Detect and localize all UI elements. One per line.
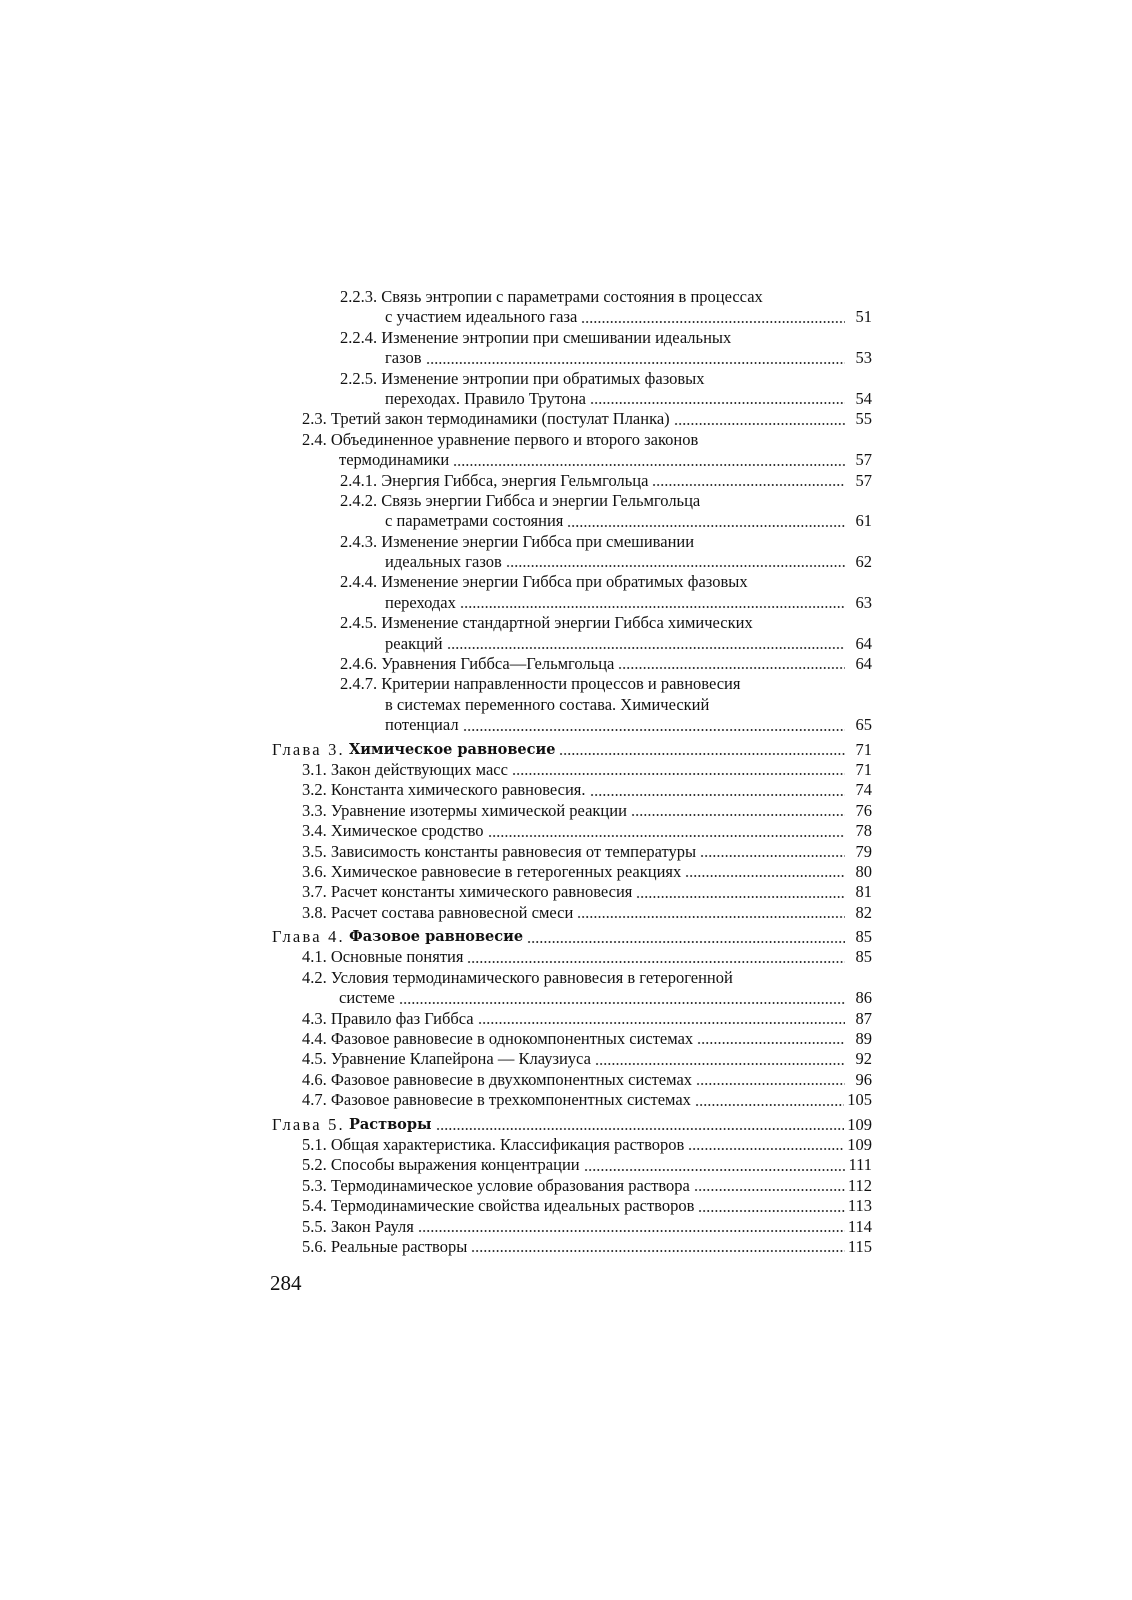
toc-entry (272, 862, 872, 882)
toc-line (272, 1049, 872, 1069)
dot-leader (426, 362, 845, 364)
section-title: Изменение стандартной энергии Гиббса химических (381, 613, 753, 633)
toc-line (272, 1090, 872, 1110)
section-number: 2.4.3. (340, 531, 378, 551)
dot-leader (631, 814, 845, 816)
page-ref: 105 (847, 1090, 872, 1110)
section-title: потенциал (385, 715, 459, 735)
section-title: термодинамики (339, 450, 450, 470)
toc-entry (272, 801, 872, 821)
section-number: 2.4.7. (340, 674, 378, 694)
toc-line (272, 287, 872, 307)
toc-entry (272, 674, 872, 735)
section-title: Реальные растворы (330, 1236, 468, 1256)
section-number: 2.4. (302, 429, 327, 449)
toc-line (272, 715, 872, 735)
section-title: Третий закон термодинамики (постулат Планка) (330, 409, 670, 429)
chapter-label: Глава 5. (272, 1114, 345, 1134)
dot-leader (694, 1189, 845, 1191)
section-number: 2.2.4. (340, 327, 378, 347)
toc-entry (272, 948, 872, 968)
section-title: Правило фаз Гиббса (330, 1008, 474, 1028)
section-number: 5.1. (302, 1135, 327, 1154)
chapter-title: Растворы (348, 1115, 432, 1133)
toc-entry (272, 1049, 872, 1069)
toc-entry (272, 532, 872, 573)
section-title: с параметрами состояния (385, 511, 564, 531)
page-ref: 96 (855, 1069, 872, 1089)
page-ref: 78 (855, 821, 872, 841)
dot-leader (636, 896, 845, 898)
page-ref: 57 (855, 450, 872, 470)
page-ref: 114 (847, 1216, 872, 1236)
section-title: Закон действующих масс (330, 759, 508, 779)
section-number: 2.4.4. (340, 572, 378, 592)
section-title: Объединенное уравнение первого и второго законов (330, 429, 699, 449)
dot-leader (584, 1169, 845, 1171)
toc-line (272, 430, 872, 450)
toc-line (272, 511, 872, 531)
toc-line (272, 471, 872, 491)
toc-entry (272, 968, 872, 1009)
page-ref: 63 (855, 592, 872, 612)
toc-line (272, 552, 872, 572)
table-of-contents (272, 287, 872, 1257)
section-title: Связь энтропии с параметрами состояния в процессах (381, 286, 763, 306)
section-number: 5.5. (302, 1216, 327, 1236)
toc-line (272, 1155, 872, 1175)
section-number: 4.7. (302, 1090, 327, 1110)
section-title: Уравнения Гиббса—Гельмгольца (381, 654, 615, 674)
section-number: 3.6. (302, 861, 327, 881)
toc-entry (272, 1176, 872, 1196)
page-ref: 54 (855, 388, 872, 408)
section-title: Фазовое равновесие в трехкомпонентных системах (330, 1090, 691, 1110)
section-number: 4.6. (302, 1069, 327, 1089)
toc-entry (272, 1009, 872, 1029)
dot-leader (688, 1148, 844, 1150)
dot-leader (460, 606, 845, 608)
toc-line (272, 409, 872, 429)
toc-line (272, 328, 872, 348)
dot-leader (447, 647, 845, 649)
toc-entry (272, 328, 872, 369)
toc-line (272, 1176, 872, 1196)
section-title: Изменение энтропии при обратимых фазовых (381, 368, 705, 388)
section-title: Фазовое равновесие в однокомпонентных системах (330, 1029, 694, 1049)
toc-entry (272, 1196, 872, 1216)
dot-leader (488, 835, 845, 837)
page-ref: 64 (855, 633, 872, 653)
section-title: Уравнение Клапейрона — Клаузиуса (330, 1049, 591, 1069)
section-title: Химическое сродство (330, 821, 484, 841)
toc-line (272, 634, 872, 654)
toc-line (272, 882, 872, 902)
section-title: Энергия Гиббса, энергия Гельмгольца (381, 470, 649, 490)
page-ref: 76 (855, 800, 872, 820)
section-title: Расчет состава равновесной смеси (330, 902, 574, 922)
dot-leader (595, 1063, 845, 1065)
section-number: 5.3. (302, 1175, 327, 1195)
section-title: Химическое равновесие в гетерогенных реакциях (330, 861, 682, 881)
toc-line (272, 491, 872, 511)
toc-entry (272, 1090, 872, 1110)
page-ref: 79 (855, 841, 872, 861)
toc-line (272, 948, 872, 968)
page-ref: 92 (855, 1049, 872, 1069)
section-title: газов (385, 348, 422, 368)
page-ref: 87 (855, 1008, 872, 1028)
section-number: 2.4.1. (340, 470, 378, 490)
page-ref: 86 (855, 988, 872, 1008)
section-title: Изменение энергии Гиббса при обратимых фазовых (381, 572, 748, 592)
section-title: Условия термодинамического равновесия в гетерогенной (330, 967, 733, 987)
page-ref: 57 (855, 470, 872, 490)
dot-leader (506, 565, 845, 567)
dot-leader (478, 1022, 845, 1024)
toc-line (272, 613, 872, 633)
dot-leader (685, 875, 845, 877)
section-title: Константа химического равновесия. (330, 780, 586, 800)
section-title: Изменение энергии Гиббса при смешивании (381, 531, 695, 551)
page-ref: 51 (855, 307, 872, 327)
page-ref: 85 (855, 947, 872, 967)
chapter-label: Глава 4. (272, 927, 345, 947)
page-ref: 109 (847, 1114, 872, 1134)
section-title: Связь энергии Гиббса и энергии Гельмгольца (381, 490, 701, 510)
toc-line (272, 1009, 872, 1029)
page-ref: 113 (847, 1196, 872, 1216)
toc-line (272, 821, 872, 841)
toc-line (272, 532, 872, 552)
page-ref: 55 (855, 409, 872, 429)
toc-entry (272, 430, 872, 471)
dot-leader (436, 1128, 845, 1130)
section-title: переходах. Правило Трутона (385, 388, 586, 408)
section-number: 3.1. (302, 759, 327, 779)
section-title: Термодинамическое условие образования раствора (330, 1175, 690, 1195)
toc-chapter (272, 1115, 872, 1135)
toc-line (272, 1217, 872, 1237)
dot-leader (418, 1230, 845, 1232)
toc-entry (272, 760, 872, 780)
toc-entry (272, 1237, 872, 1257)
toc-entry (272, 842, 872, 862)
section-number: 3.3. (302, 800, 327, 820)
toc-line (272, 1237, 872, 1257)
toc-line (272, 674, 872, 694)
toc-line (272, 369, 872, 389)
toc-entry (272, 471, 872, 491)
toc-entry (272, 1135, 872, 1155)
page-ref: 65 (855, 715, 872, 735)
section-title: Зависимость константы равновесия от температуры (330, 841, 697, 861)
section-title: системе (339, 988, 395, 1008)
toc-chapter (272, 927, 872, 947)
section-title: Изменение энтропии при смешивании идеальных (381, 327, 732, 347)
toc-line (272, 307, 872, 327)
chapter-title: Химическое равновесие (348, 740, 556, 758)
page-ref: 61 (855, 511, 872, 531)
toc-line (272, 968, 872, 988)
toc-entry (272, 821, 872, 841)
dot-leader (695, 1104, 844, 1106)
section-number: 5.4. (302, 1196, 327, 1216)
toc-line (272, 1029, 872, 1049)
toc-line (272, 903, 872, 923)
dot-leader (581, 321, 845, 323)
section-title: Термодинамические свойства идеальных растворов (330, 1196, 695, 1216)
section-title: переходах (385, 592, 456, 612)
toc-entry (272, 1217, 872, 1237)
dot-leader (567, 525, 845, 527)
dot-leader (577, 916, 845, 918)
page-number: 284 (270, 1271, 302, 1295)
section-number: 3.8. (302, 902, 327, 922)
section-number: 2.4.5. (340, 613, 378, 633)
page-ref: 89 (855, 1029, 872, 1049)
toc-entry (272, 369, 872, 410)
dot-leader (471, 1250, 845, 1252)
section-title: с участием идеального газа (385, 307, 578, 327)
page-ref: 74 (855, 780, 872, 800)
section-number: 2.2.3. (340, 286, 378, 306)
dot-leader (590, 794, 846, 796)
page-ref: 81 (855, 882, 872, 902)
toc-line (272, 842, 872, 862)
section-title: реакций (385, 633, 443, 653)
page-ref: 53 (855, 348, 872, 368)
section-title: в системах переменного состава. Химический (385, 694, 710, 714)
toc-line (272, 389, 872, 409)
section-title: идеальных газов (385, 552, 502, 572)
toc-line (272, 760, 872, 780)
section-number: 3.7. (302, 882, 327, 902)
section-number: 4.1. (302, 947, 327, 967)
section-number: 5.6. (302, 1236, 327, 1256)
toc-entry (272, 1070, 872, 1090)
toc-line (272, 1115, 872, 1135)
toc-line (272, 927, 872, 947)
section-number: 3.4. (302, 821, 327, 841)
toc-entry (272, 780, 872, 800)
page-ref: 111 (848, 1155, 872, 1175)
section-title: Закон Рауля (330, 1216, 414, 1236)
dot-leader (453, 464, 845, 466)
dot-leader (463, 729, 845, 731)
toc-entry (272, 613, 872, 654)
page-ref: 62 (855, 552, 872, 572)
section-title: Критерии направленности процессов и равновесия (381, 674, 741, 694)
toc-line (272, 348, 872, 368)
toc-entry (272, 903, 872, 923)
section-number: 4.2. (302, 967, 327, 987)
section-number: 3.5. (302, 841, 327, 861)
dot-leader (512, 773, 845, 775)
toc-line (272, 1070, 872, 1090)
section-number: 4.3. (302, 1008, 327, 1028)
dot-leader (590, 402, 845, 404)
toc-line (272, 572, 872, 592)
dot-leader (698, 1210, 844, 1212)
dot-leader (559, 753, 845, 755)
dot-leader (467, 961, 845, 963)
toc-line (272, 801, 872, 821)
page-ref: 71 (855, 759, 872, 779)
dot-leader (697, 1042, 845, 1044)
toc-entry (272, 572, 872, 613)
section-number: 4.5. (302, 1049, 327, 1069)
toc-line (272, 695, 872, 715)
section-number: 3.2. (302, 780, 327, 800)
toc-line (272, 450, 872, 470)
toc-line (272, 740, 872, 760)
page-ref: 112 (847, 1175, 872, 1195)
section-number: 2.3. (302, 409, 327, 429)
chapter-title: Фазовое равновесие (348, 928, 524, 946)
toc-line (272, 654, 872, 674)
toc-line (272, 593, 872, 613)
toc-line (272, 988, 872, 1008)
section-title: Основные понятия (330, 947, 464, 967)
dot-leader (652, 484, 845, 486)
toc-entry (272, 1029, 872, 1049)
page-ref: 64 (855, 654, 872, 674)
page-ref: 115 (847, 1236, 872, 1256)
toc-entry (272, 1155, 872, 1175)
dot-leader (700, 855, 845, 857)
toc-entry (272, 491, 872, 532)
section-title: Фазовое равновесие в двухкомпонентных системах (330, 1069, 693, 1089)
toc-entry (272, 409, 872, 429)
toc-entry (272, 287, 872, 328)
section-number: 4.4. (302, 1029, 327, 1049)
toc-entry (272, 882, 872, 902)
dot-leader (618, 667, 845, 669)
section-title: Общая характеристика. Классификация растворов (330, 1135, 685, 1154)
page-ref: 80 (855, 861, 872, 881)
dot-leader (674, 423, 845, 425)
section-number: 2.2.5. (340, 368, 378, 388)
section-title: Способы выражения концентрации (330, 1155, 580, 1175)
toc-entry (272, 654, 872, 674)
section-number: 2.4.2. (340, 490, 378, 510)
page-ref: 82 (855, 902, 872, 922)
section-title: Расчет константы химического равновесия (330, 882, 633, 902)
toc-chapter (272, 740, 872, 760)
toc-line (272, 780, 872, 800)
section-title: Уравнение изотермы химической реакции (330, 800, 627, 820)
dot-leader (399, 1002, 845, 1004)
page-ref: 109 (847, 1135, 872, 1154)
page-ref: 85 (855, 927, 872, 947)
dot-leader (696, 1083, 845, 1085)
toc-line (272, 862, 872, 882)
page-ref: 71 (855, 739, 872, 759)
section-number: 2.4.6. (340, 654, 378, 674)
toc-line (272, 1135, 872, 1155)
toc-line (272, 1196, 872, 1216)
section-number: 5.2. (302, 1155, 327, 1175)
dot-leader (527, 941, 845, 943)
chapter-label: Глава 3. (272, 739, 345, 759)
